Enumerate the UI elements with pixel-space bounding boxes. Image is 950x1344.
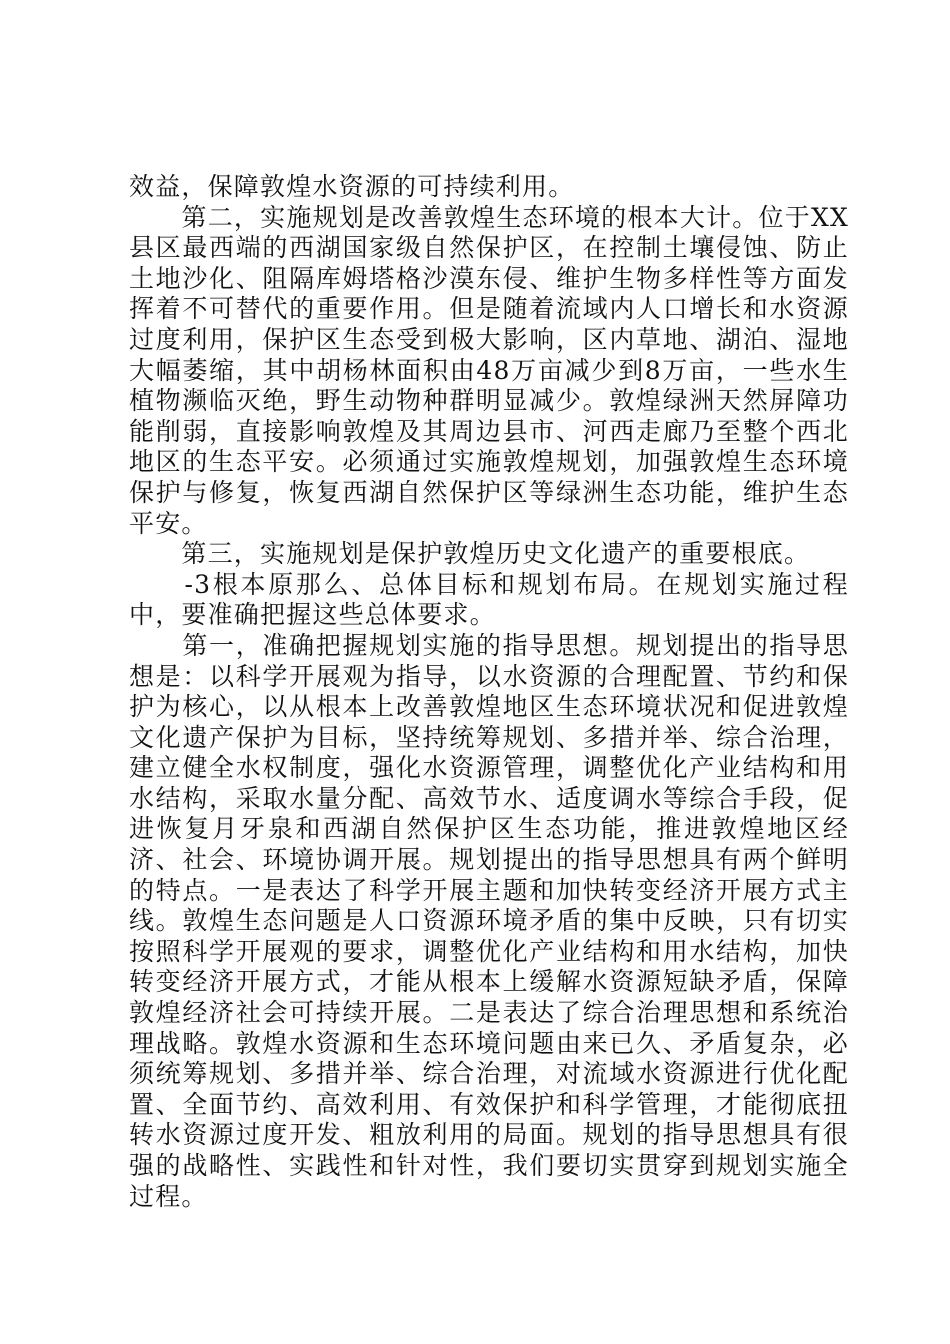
paragraph-2: 第二，实施规划是改善敦煌生态环境的根本大计。位于XX县区最西端的西湖国家级自然保护区，在控制土壤侵蚀、防止土地沙化、阻隔库姆塔格沙漠东侵、维护生物多样性等方面发挥着不可替代的重要作用。但是随着流域内人口增长和水资源过度利用，保护区生态受到极大影响，区内草地、湖泊、湿地大幅萎缩，其中胡杨林面积由48万亩减少到8万亩，一些水生植物濒临灭绝，野生动物种群明显减少。敦煌绿洲天然屏障功能削弱，直接影响敦煌及其周边县市、河西走廊乃至整个西北地区的生态平安。必须通过实施敦煌规划，加强敦煌生态环境保护与修复，恢复西湖自然保护区等绿洲生态功能，维护生态平安。	[129, 202, 849, 538]
paragraph-1: 效益，保障敦煌水资源的可持续利用。	[129, 172, 575, 201]
paragraph-3: 第三，实施规划是保护敦煌历史文化遗产的重要根底。	[129, 539, 811, 569]
paragraph-5: 第一，准确把握规划实施的指导思想。规划提出的指导思想是：以科学开展观为指导，以水资源的合理配置、节约和保护为核心，以从根本上改善敦煌地区生态环境状况和促进敦煌文化遗产保护为目标，坚持统筹规划、多措并举、综合治理，建立健全水权制度，强化水资源管理，调整优化产业结构和用水结构，采取水量分配、高效节水、适度调水等综合手段，促进恢复月牙泉和西湖自然保护区生态功能，推进敦煌地区经济、社会、环境协调开展。规划提出的指导思想具有两个鲜明的特点。一是表达了科学开展主题和加快转变经济开展方式主线。敦煌生态问题是人口资源环境矛盾的集中反映，只有切实按照科学开展观的要求，调整优化产业结构和用水结构，加快转变经济开展方式，才能从根本上缓解水资源短缺矛盾，保障敦煌经济社会可持续开展。二是表达了综合治理思想和系统治理战略。敦煌水资源和生态环境问题由来已久、矛盾复杂，必须统筹规划、多措并举、综合治理，对流域水资源进行优化配置、全面节约、高效利用、有效保护和科学管理，才能彻底扭转水资源过度开发、粗放利用的局面。规划的指导思想具有很强的战略性、实践性和针对性，我们要切实贯穿到规划实施全过程。	[129, 630, 849, 1211]
paragraph-4: -3根本原那么、总体目标和规划布局。在规划实施过程中，要准确把握这些总体要求。	[129, 569, 849, 630]
document-body	[129, 172, 849, 1212]
